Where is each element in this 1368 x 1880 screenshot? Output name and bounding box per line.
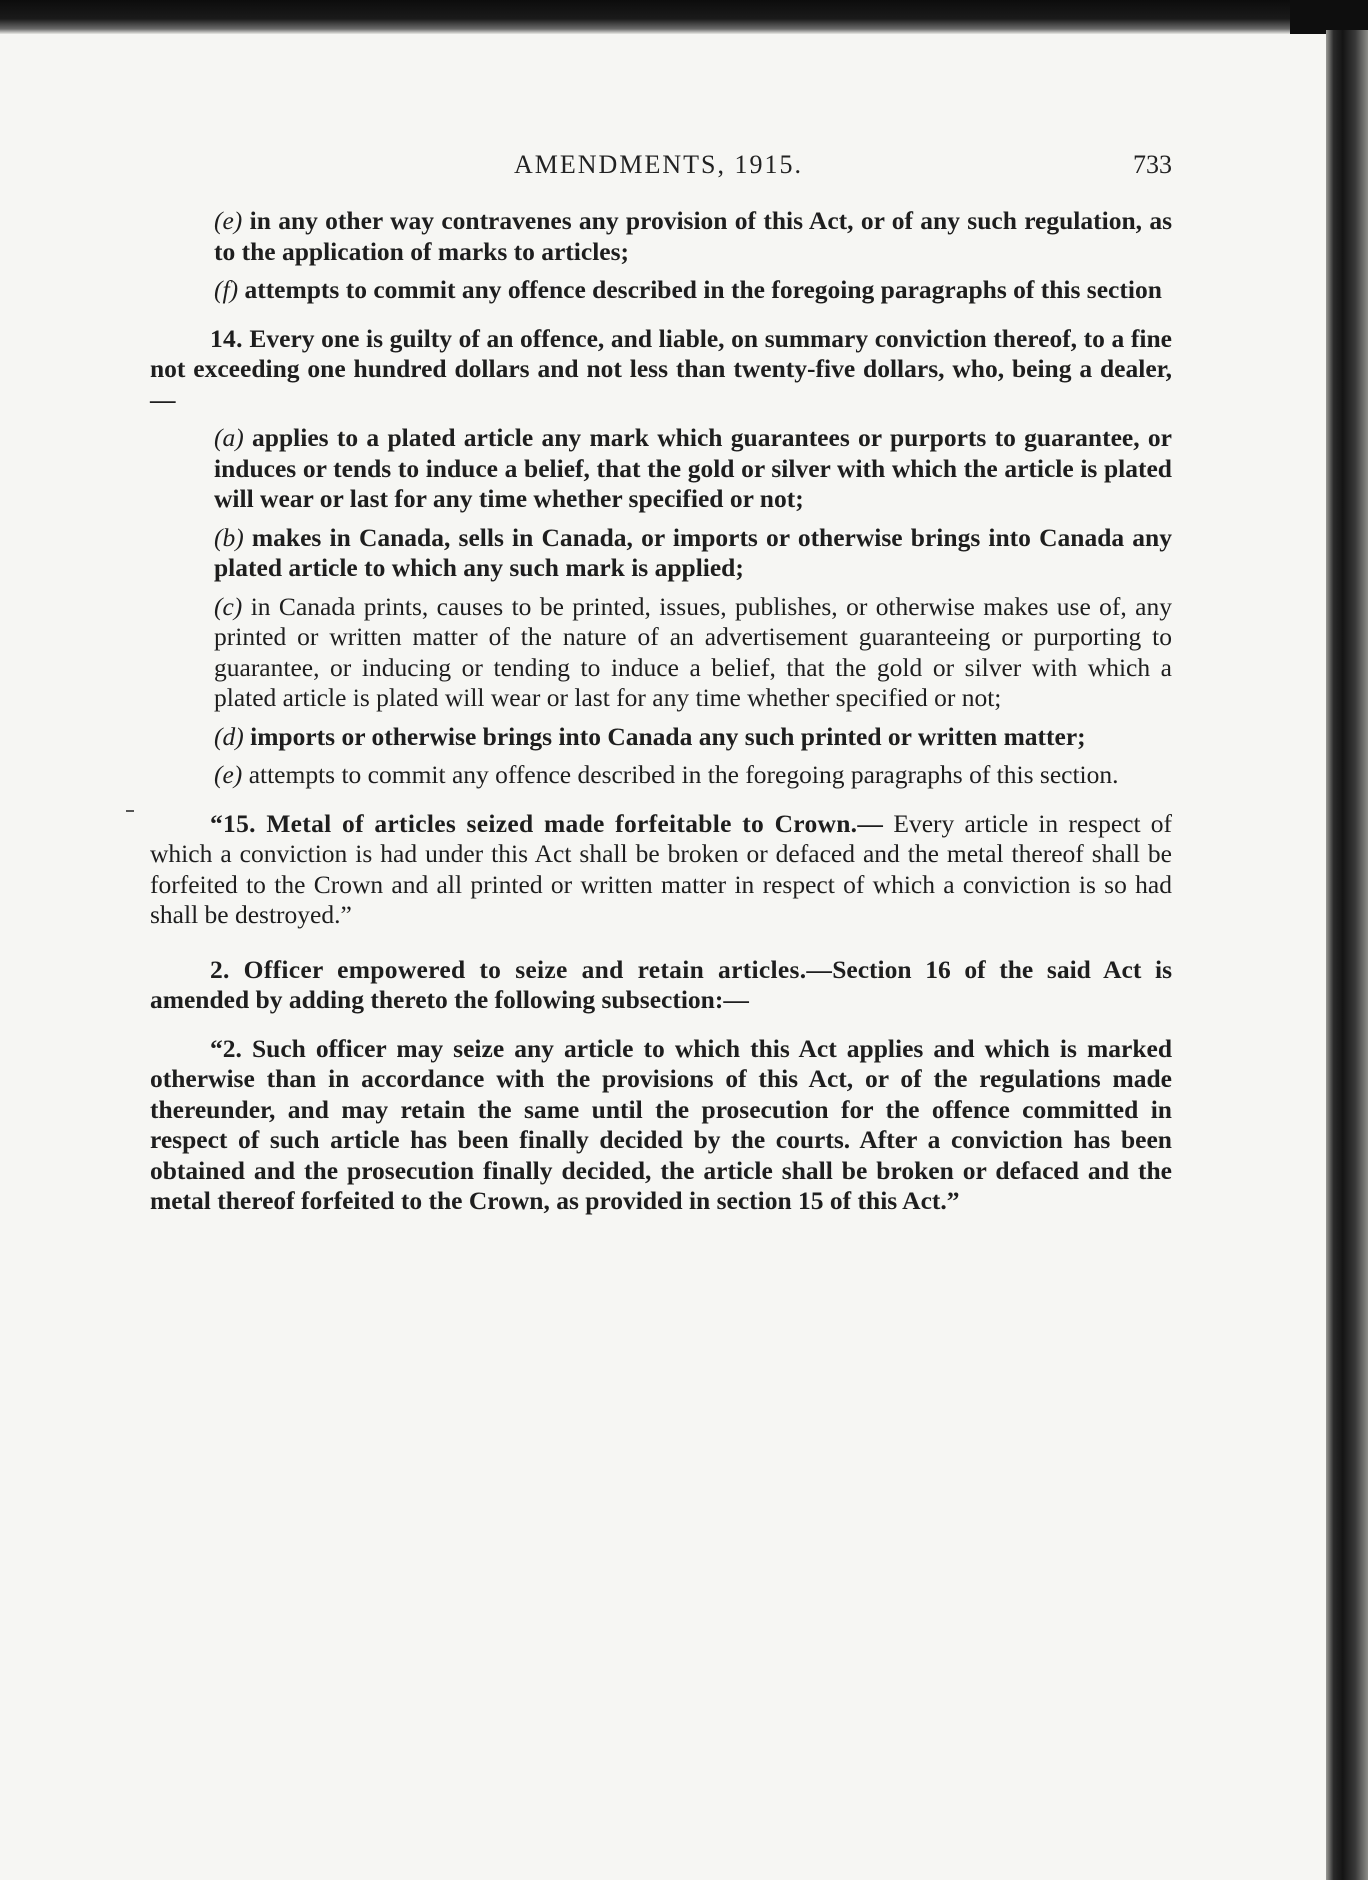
clause-text: imports or otherwise brings into Canada any such printed or written matter; [243,721,1086,751]
clause-label: (a) [214,423,244,452]
clause-label: (c) [214,591,243,621]
clause-text: in Canada prints, causes to be printed, issues, publishes, or otherwise makes use of, any printed or written matter of the nature of an advertisement guaranteeing or purporting to guarantee, or inducing or tending to induce a belief, that the gold or silver with which a plated article is plated will wear or last for any time whether specified or not; [214,591,1172,712]
section-heading: “15. Metal of articles seized made forfeitable to Crown.— [210,808,884,838]
page-number: 733 [1133,150,1172,179]
clause-a [214,423,1172,515]
clause-text: attempts to commit any offence described in the foregoing paragraphs of this section. [242,760,1119,789]
page-body [150,206,1172,1217]
margin-mark [126,810,134,812]
section-text: Section 16 of the said Act is amended by adding thereto the following subsection:— [150,954,1172,1014]
subsection-2 [150,1034,1172,1217]
clause-label: (f) [214,275,239,304]
clause-label: (b) [214,522,244,552]
clause-f [214,275,1172,306]
page-header [150,150,1172,186]
clause-label: (e) [214,760,243,789]
clause-c [214,592,1172,714]
clause-text: makes in Canada, sells in Canada, or imports or otherwise brings into Canada any plated article to which any such mark is applied; [214,522,1172,582]
scan-binding-edge [1326,30,1368,1880]
clause-b [214,523,1172,584]
section-text: Every one is guilty of an offence, and liable, on summary conviction thereof, to a fine not exceeding one hundred dollars and not less than twenty-five dollars, who, being a dealer,— [150,323,1172,414]
clause-label: (d) [214,721,244,751]
clause-e-second [214,760,1172,791]
section-2-amendment [150,955,1172,1016]
running-head: AMENDMENTS, 1915. [514,150,803,179]
clause-text: applies to a plated article any mark which guarantees or purports to guarantee, or induces or tends to induce a belief, that the gold or silver with which the article is plated will wear or last for any time whether specified or not; [214,423,1172,513]
clause-label: (e) [214,206,243,235]
subsection-text: “2. Such officer may seize any article to which this Act applies and which is marked otherwise than in accordance with the provisions of this Act, or of the regulations made thereunder, and may retain the same until the prosecution for the offence committed in respect of such article has been finally decided by the courts. After a conviction has been obtained and the prosecution finally decided, the article shall be broken or defaced and the metal thereof forfeited to the Crown, as provided in section 15 of this Act.” [150,1033,1172,1215]
section-heading: 2. Officer empowered to seize and retain articles.— [210,954,833,984]
section-15 [150,809,1172,931]
clause-e-first [214,206,1172,267]
section-14 [150,324,1172,416]
section-number: 14. [210,323,243,353]
clause-text: in any other way contravenes any provision of this Act, or of any such regulation, as to the application of marks to articles; [214,206,1172,266]
clause-text: attempts to commit any offence described in the foregoing paragraphs of this section [238,275,1162,304]
clause-d [214,722,1172,753]
scan-top-edge [0,0,1368,34]
section-text: Every article in respect of which a conviction is had under this Act shall be broken or defaced and the metal thereof shall be forfeited to the Crown and all printed or written matter in respect of which a conviction is so had shall be destroyed.” [150,808,1173,929]
